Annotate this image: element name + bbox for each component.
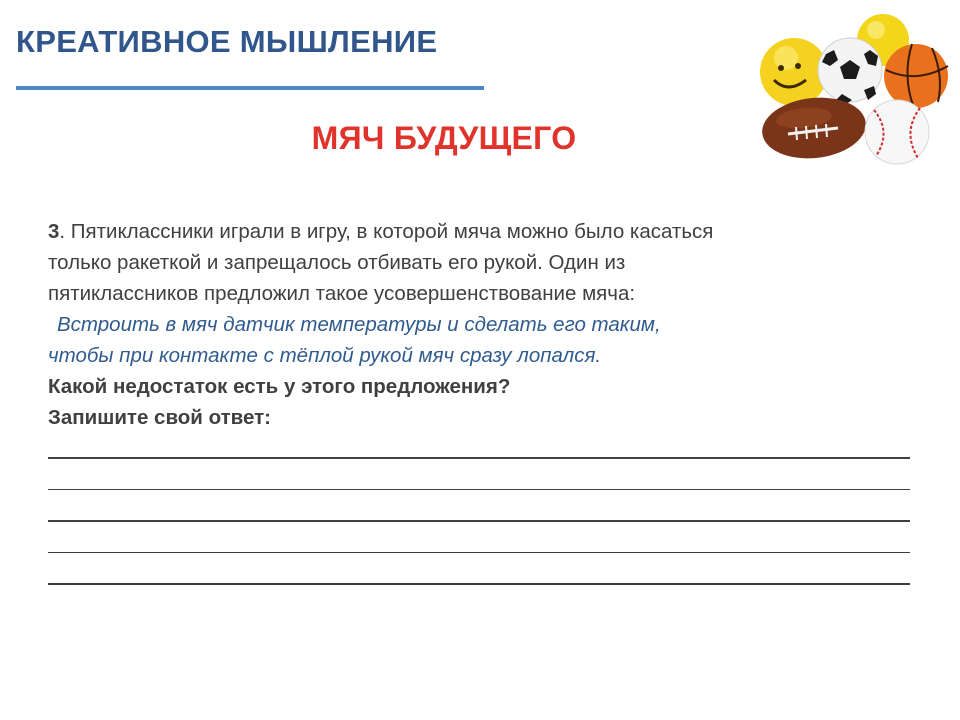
question-text: Какой недостаток есть у этого предложения?: [48, 375, 511, 398]
answer-prompt: Запишите свой ответ:: [48, 406, 271, 429]
intro-line-3: пятиклассников предложил такое усовершенствование мяча:: [48, 282, 636, 305]
answer-line[interactable]: [48, 559, 928, 591]
proposal-line-2: чтобы при контакте с тёплой рукой мяч сразу лопался.: [48, 344, 602, 367]
answer-line[interactable]: [48, 433, 928, 465]
title-underline: [16, 86, 484, 90]
answer-lines[interactable]: [48, 433, 928, 591]
task-number: 3: [48, 220, 60, 243]
answer-line[interactable]: [48, 528, 928, 560]
slide-subtitle: МЯЧ БУДУЩЕГО: [311, 120, 577, 156]
answer-line[interactable]: [48, 465, 928, 497]
sports-balls-image: [752, 10, 958, 170]
intro-line-1: 3. Пятиклассники играли в игру, в которой мяча можно было касаться: [48, 220, 714, 243]
proposal-line-1: Встроить в мяч датчик температуры и сделать его таким,: [57, 313, 661, 336]
intro-line-2: только ракеткой и запрещалось отбивать его рукой. Один из: [48, 251, 626, 274]
task-text: [48, 216, 928, 591]
answer-line[interactable]: [48, 496, 928, 528]
slide-title: КРЕАТИВНОЕ МЫШЛЕНИЕ: [16, 24, 438, 59]
